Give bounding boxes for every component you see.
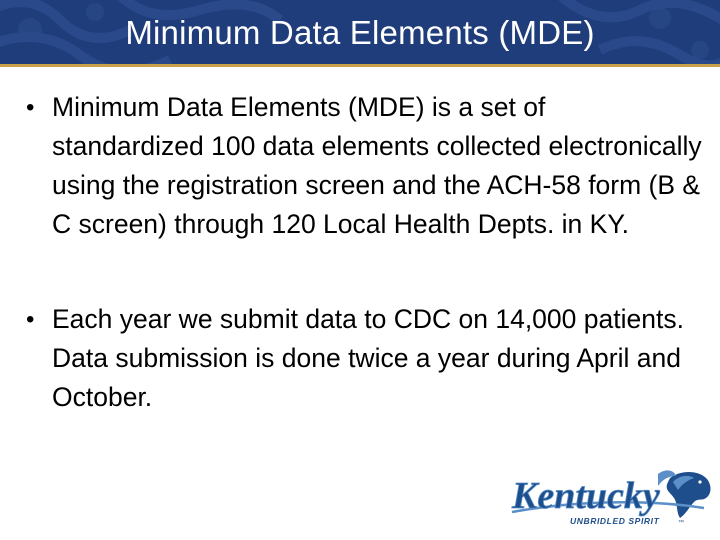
- bullet-text: Each year we submit data to CDC on 14,000 patients. Data submission is done twice a year during April and October.: [52, 304, 684, 412]
- bullet-marker: •: [26, 94, 35, 121]
- bullet-list: [24, 88, 704, 417]
- kentucky-logo: [508, 468, 714, 534]
- horse-head-icon: [658, 470, 711, 518]
- logo-wordmark: Kentucky: [512, 475, 660, 517]
- bullet-marker: •: [26, 306, 35, 333]
- bullet-item: [24, 300, 704, 417]
- slide-title: Minimum Data Elements (MDE): [125, 14, 595, 51]
- bullet-text: Minimum Data Elements (MDE) is a set of standardized 100 data elements collected electronically using the registration screen and the ACH-58 form (B & C screen) through 120 Local Health Depts. in KY.: [52, 92, 702, 239]
- bullet-item: [24, 88, 704, 244]
- title-bar: [0, 0, 720, 67]
- logo-trademark: ™: [678, 520, 684, 526]
- logo-tagline: UNBRIDLED SPIRIT: [570, 516, 660, 526]
